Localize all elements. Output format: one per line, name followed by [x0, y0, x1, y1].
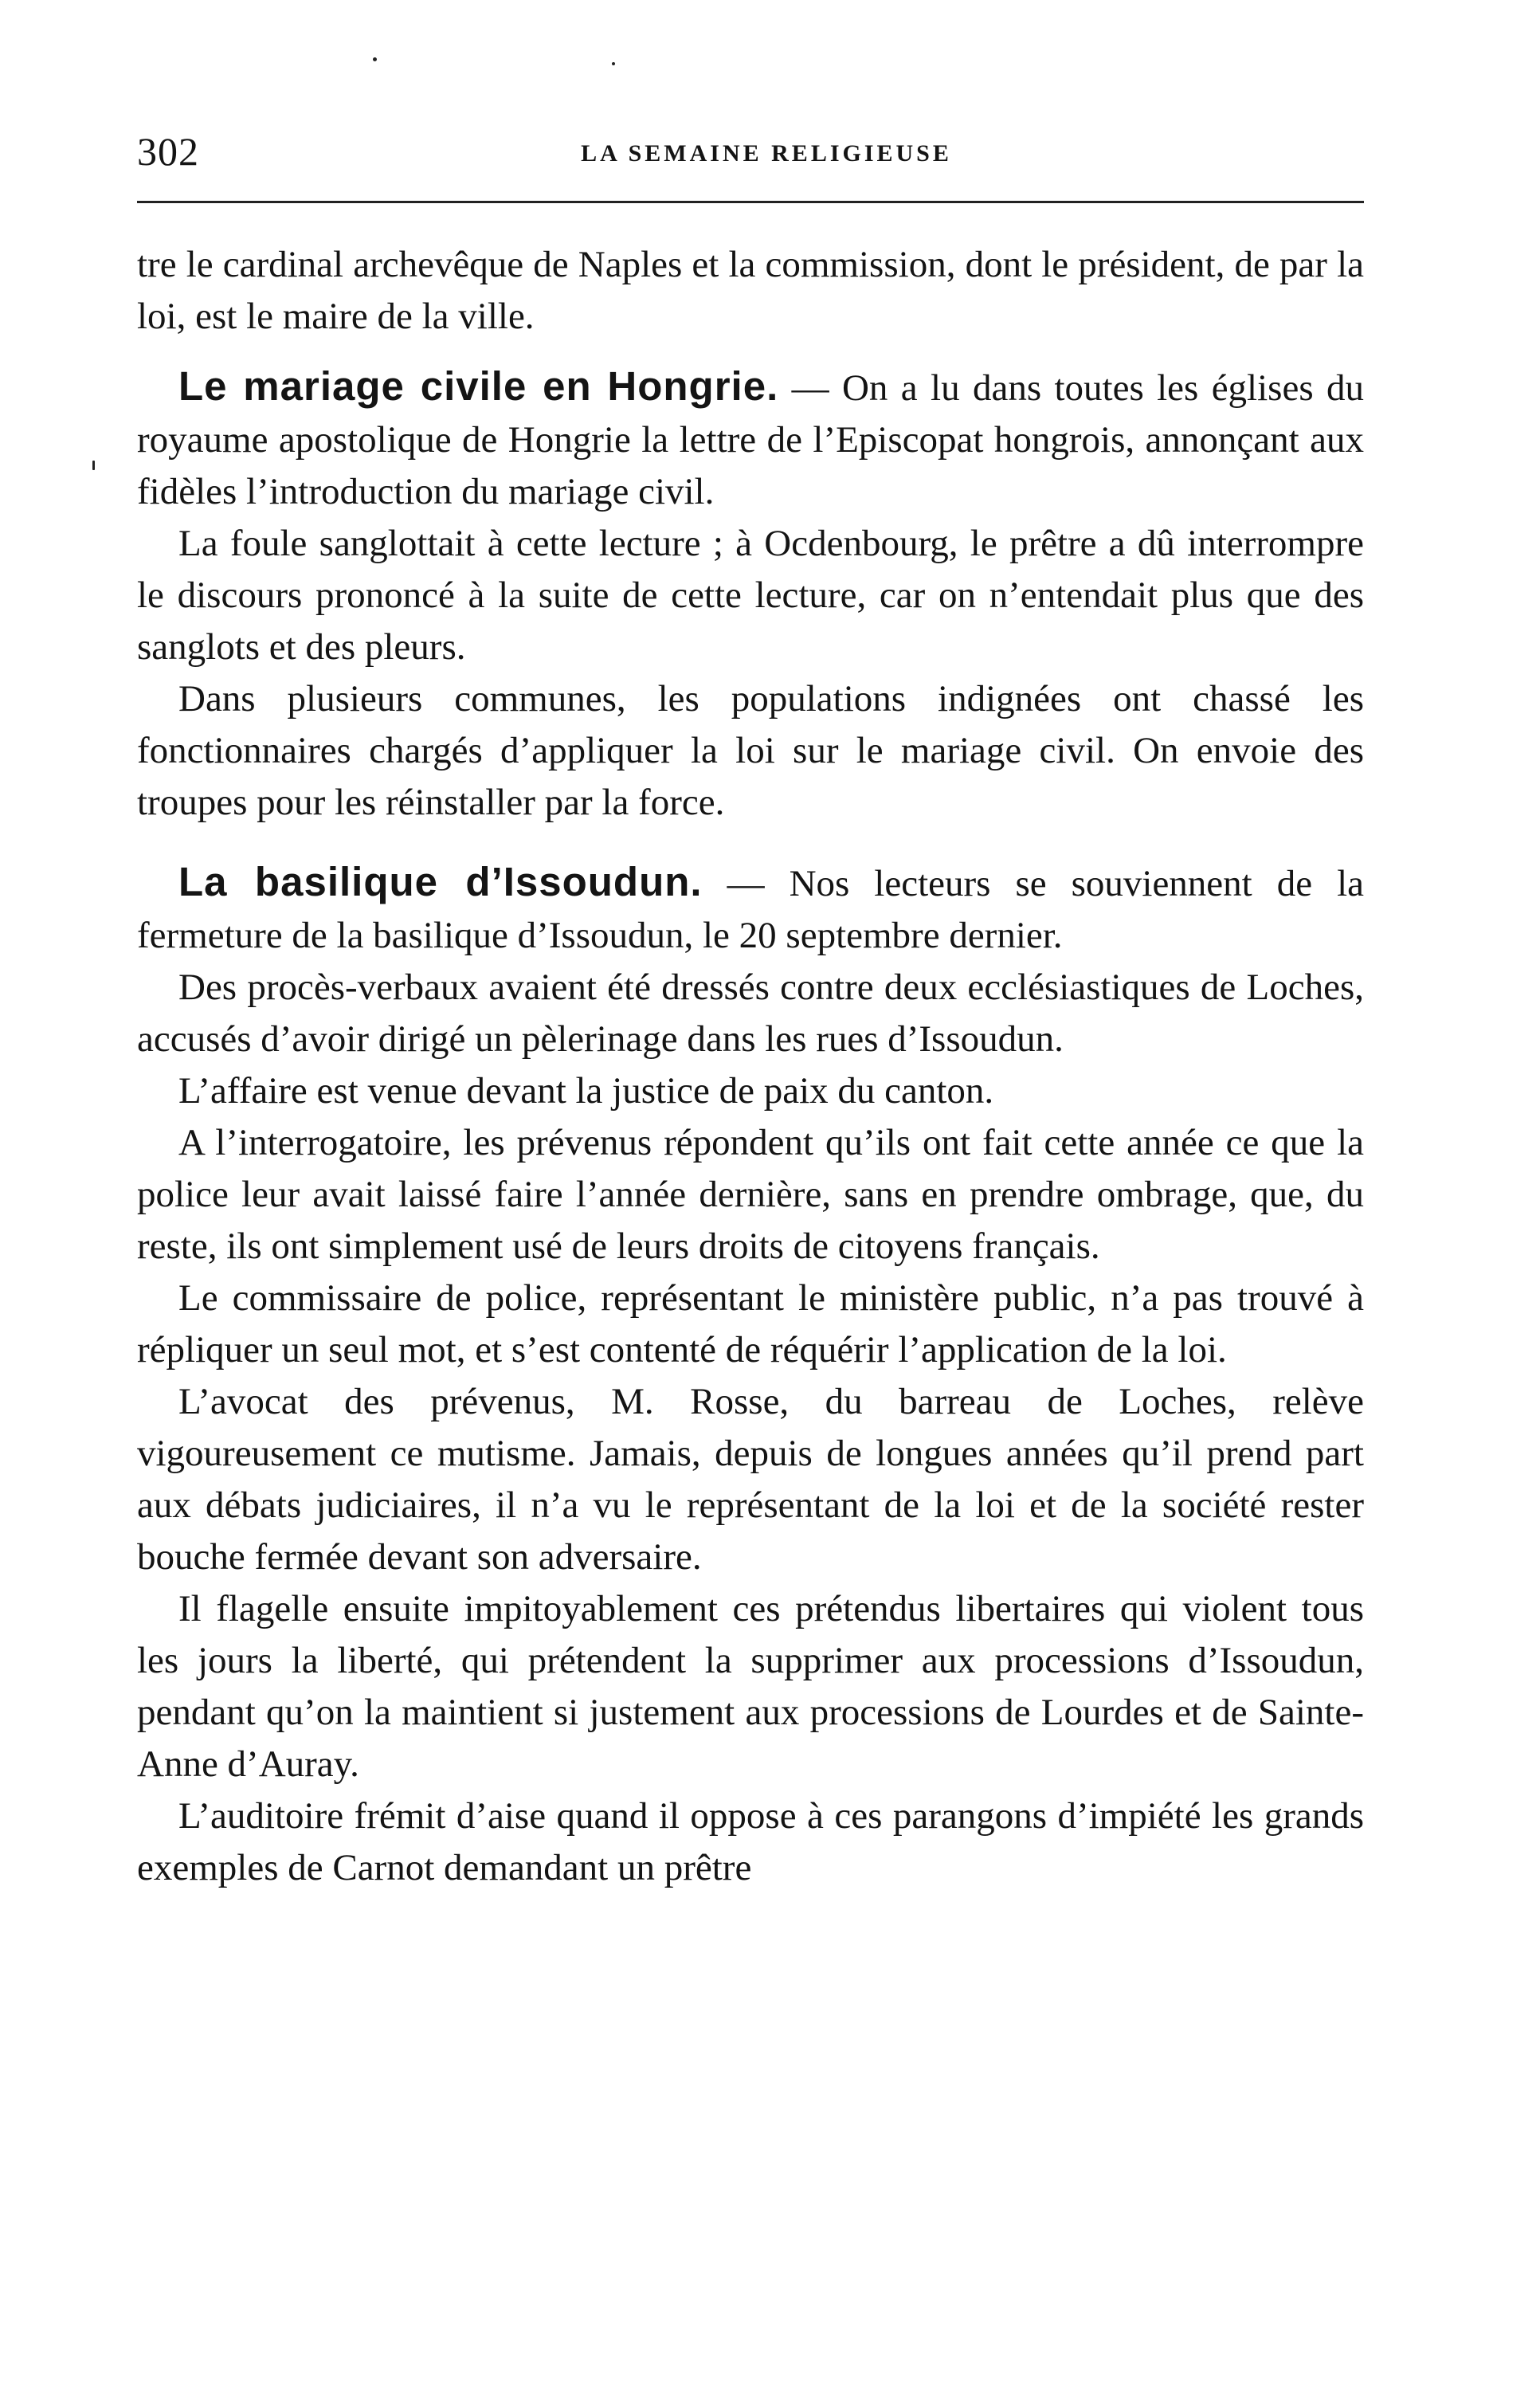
- ink-speck: [373, 57, 377, 61]
- paragraph-text: Des procès-verbaux avaient été dressés contre deux ecclésiastiques de Loches, accusés d’avoir dirigé un pèlerinage dans les rues d’Issoudun.: [137, 967, 1364, 1060]
- paragraph-text: L’avocat des prévenus, M. Rosse, du barreau de Loches, relève vigoureusement ce mutisme. Jamais, depuis de longues années qu’il prend part aux débats judiciaires, il n’a vu le représentant de la loi et de la société rester bouche fermée devant son adversaire.: [137, 1381, 1364, 1578]
- ink-speck: [92, 461, 95, 470]
- paragraph: [137, 962, 1364, 1065]
- section-heading: La basilique d’Issoudun.: [178, 859, 703, 904]
- paragraph: [137, 360, 1364, 518]
- paragraph-text: Il flagelle ensuite impitoyablement ces prétendus libertaires qui violent tous les jours la liberté, qui prétendent la supprimer aux processions d’Issoudun, pendant qu’on la maintient si justement aux processions de Lourdes et de Sainte-Anne d’Auray.: [137, 1588, 1364, 1785]
- paragraph-text: La foule sanglottait à cette lecture ; à Ocdenbourg, le prêtre a dû interrompre le discours prononcé à la suite de cette lecture, car on n’entendait plus que des sanglots et des pleurs.: [137, 523, 1364, 668]
- paragraph: [137, 1273, 1364, 1376]
- paragraph: [137, 1376, 1364, 1583]
- paragraph-text: Dans plusieurs communes, les populations indignées ont chassé les fonctionnaires chargés d’appliquer la loi sur le mariage civil. On envoie des troupes pour les réinstaller par la force.: [137, 678, 1364, 823]
- article-body: [137, 239, 1364, 1894]
- paragraph-text: Le commissaire de police, représentant le ministère public, n’a pas trouvé à répliquer un seul mot, et s’est contenté de réquérir l’application de la loi.: [137, 1277, 1364, 1371]
- paragraph: [137, 673, 1364, 829]
- section-heading: Le mariage civile en Hongrie.: [178, 363, 779, 409]
- running-title: LA SEMAINE RELIGIEUSE: [581, 140, 952, 167]
- paragraph-text: tre le cardinal archevêque de Naples et la commission, dont le président, de par la loi, est le maire de la ville.: [137, 244, 1364, 337]
- paragraph: [137, 1790, 1364, 1894]
- paragraph-text: L’affaire est venue devant la justice de paix du canton.: [178, 1070, 994, 1112]
- paragraph-text: — Nos lecteurs se souviennent de la fermeture de la basilique d’Issoudun, le 20 septembre dernier.: [137, 863, 1364, 956]
- ink-speck: [612, 62, 615, 65]
- paragraph: [137, 1065, 1364, 1117]
- paragraph: [137, 856, 1364, 962]
- paragraph: [137, 1117, 1364, 1273]
- paragraph: [137, 1583, 1364, 1790]
- paragraph: [137, 518, 1364, 673]
- paragraph-text: L’auditoire frémit d’aise quand il oppose à ces parangons d’impiété les grands exemples de Carnot demandant un prêtre: [137, 1795, 1364, 1888]
- page-header: [137, 127, 1364, 175]
- paragraph: [137, 239, 1364, 343]
- paragraph-text: A l’interrogatoire, les prévenus répondent qu’ils ont fait cette année ce que la police leur avait laissé faire l’année dernière, sans en prendre ombrage, que, du reste, ils ont simplement usé de leurs droits de citoyens français.: [137, 1122, 1364, 1267]
- page-number: 302: [137, 129, 199, 174]
- header-rule: [137, 201, 1364, 203]
- paragraph-text: — On a lu dans toutes les églises du royaume apostolique de Hongrie la lettre de l’Episcopat hongrois, annonçant aux fidèles l’introduction du mariage civil.: [137, 367, 1364, 512]
